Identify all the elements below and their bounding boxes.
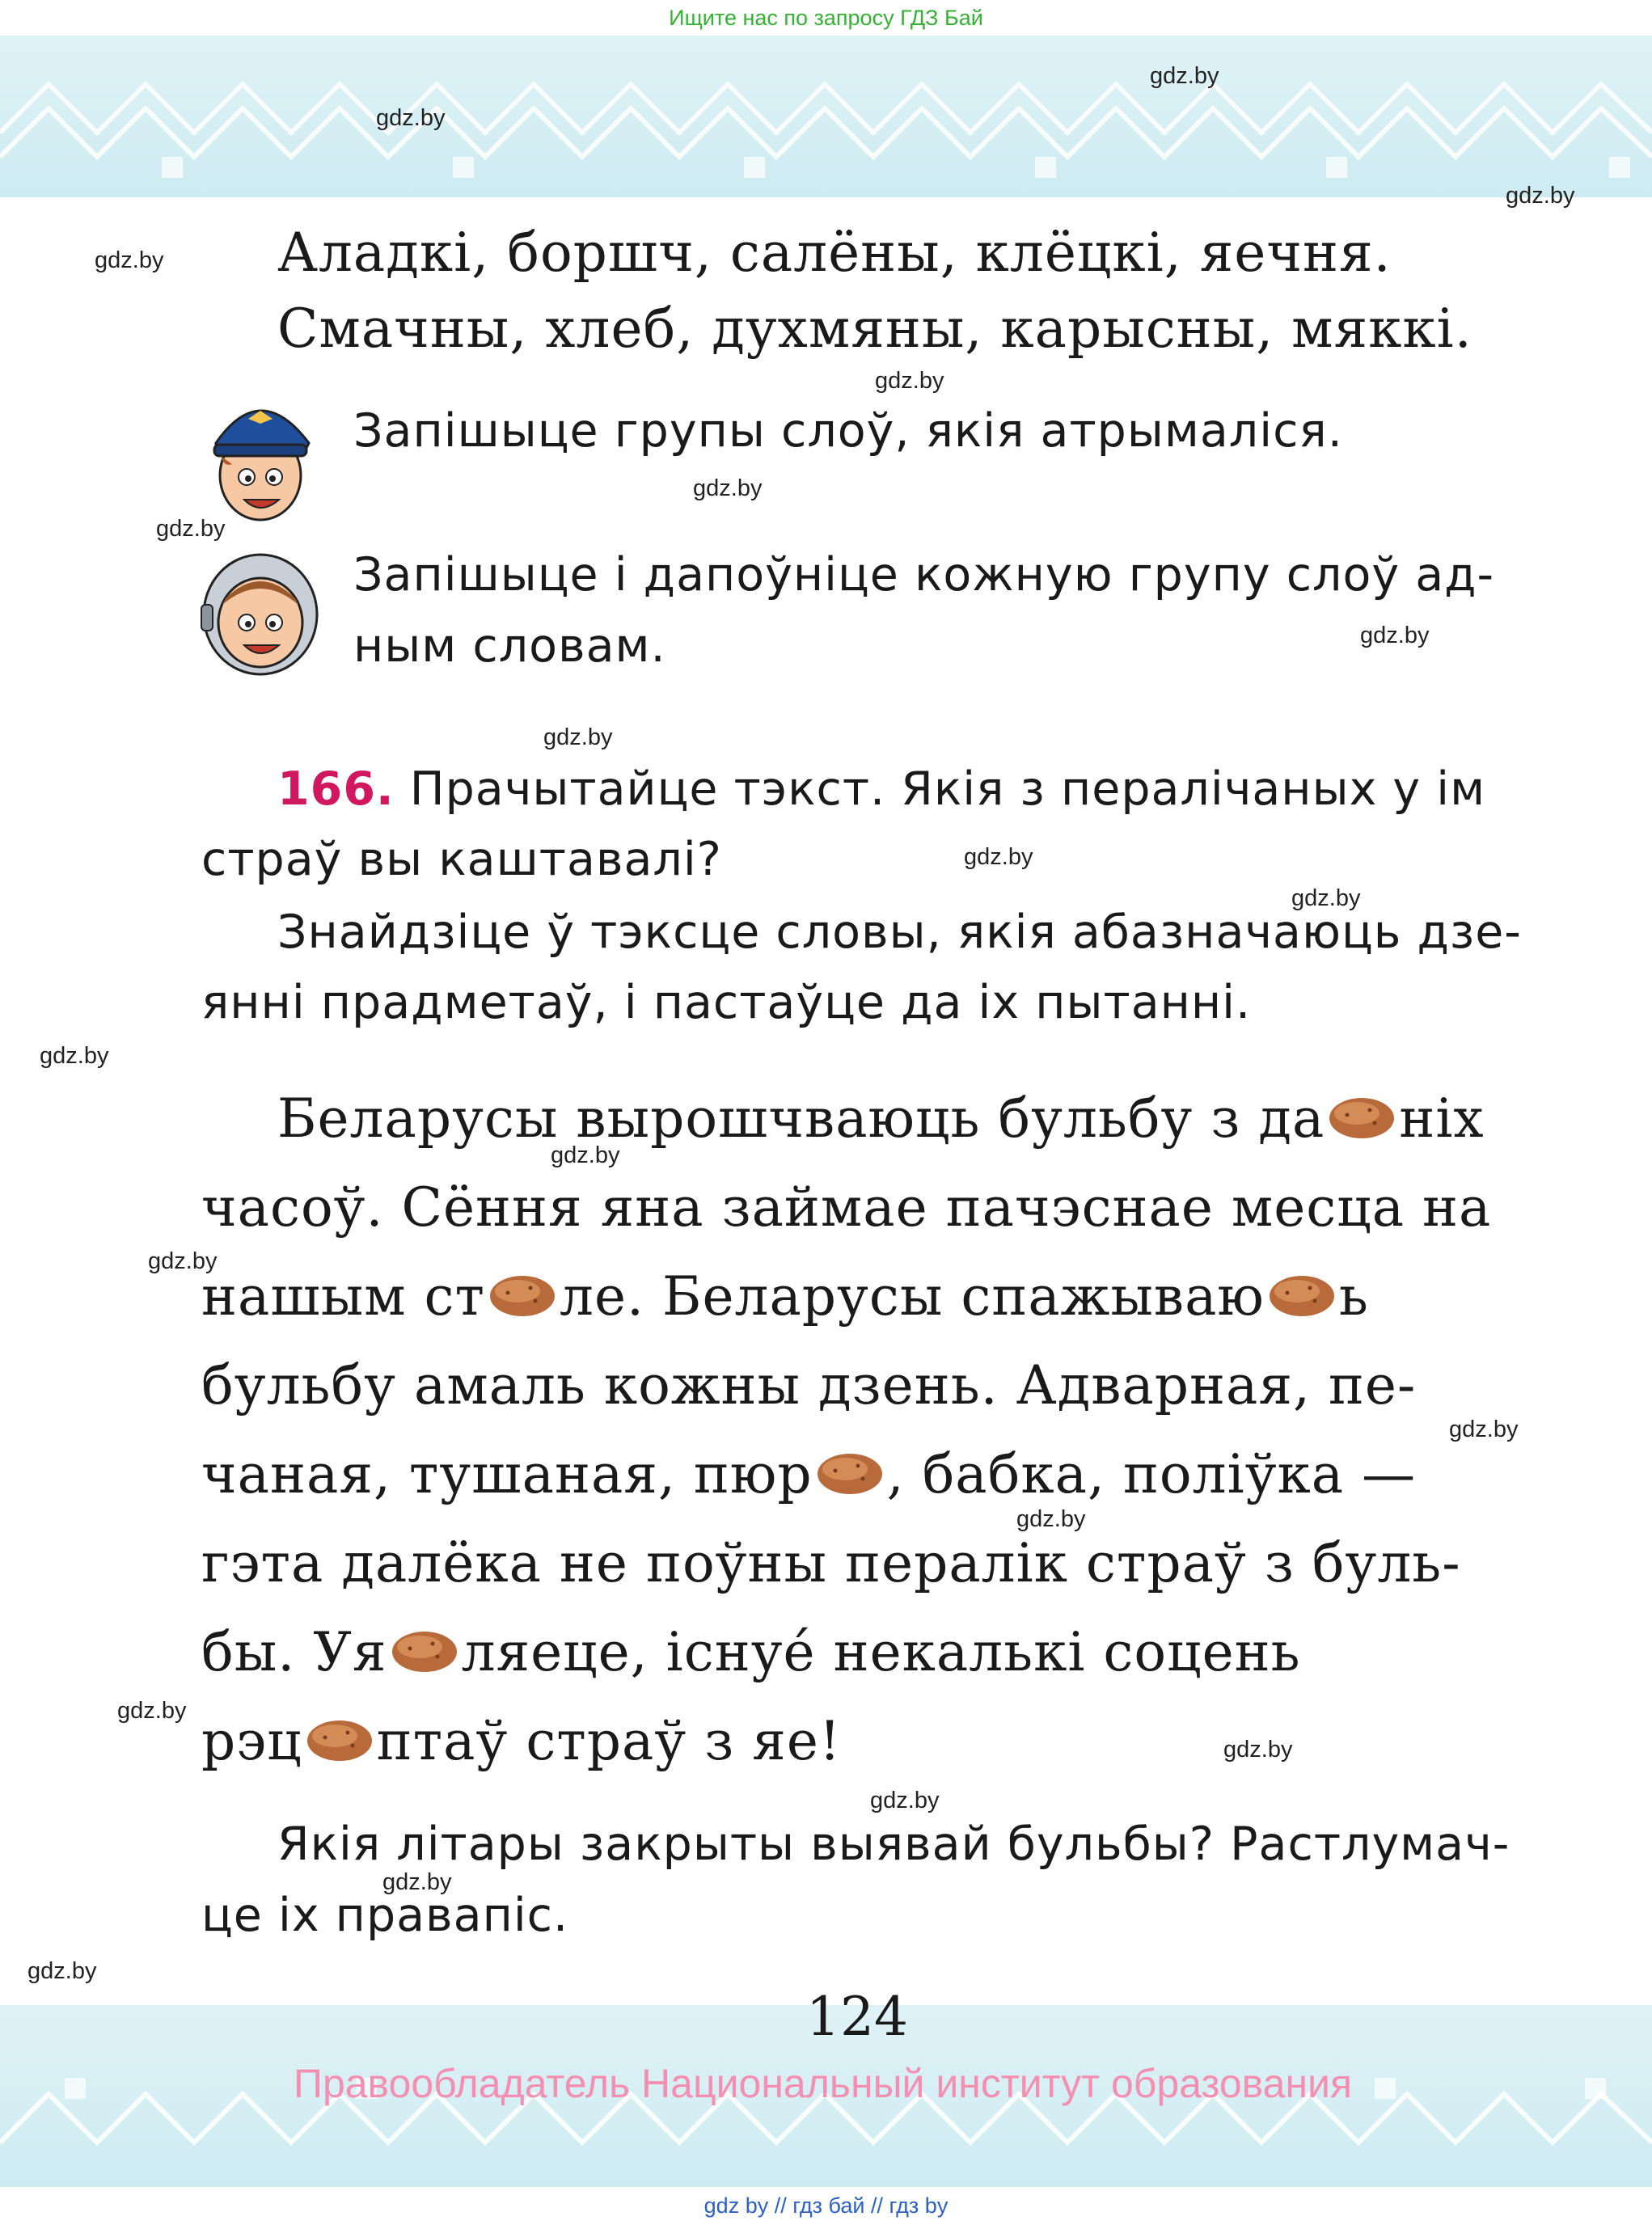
text-line-3 bbox=[201, 1265, 1369, 1328]
text-fragment: ь bbox=[1338, 1265, 1369, 1328]
exercise-number: 166. bbox=[277, 762, 395, 816]
footer-links bbox=[0, 2187, 1652, 2225]
text-fragment: Беларусы вырошчваюць бульбу з да bbox=[277, 1087, 1325, 1150]
text-line-7 bbox=[201, 1621, 1301, 1683]
watermark: gdz.by bbox=[1449, 1416, 1519, 1442]
watermark: gdz.by bbox=[875, 368, 944, 394]
watermark: gdz.by bbox=[693, 475, 763, 501]
watermark: gdz.by bbox=[1291, 885, 1361, 911]
copyright-notice: Правообладатель Национальный институт образования bbox=[294, 2061, 1353, 2106]
footer-separator: // bbox=[774, 2193, 787, 2218]
potato-icon bbox=[816, 1451, 884, 1497]
text-fragment: бы. Уя bbox=[201, 1621, 387, 1683]
watermark: gdz.by bbox=[543, 724, 613, 750]
task-astronaut-line-1: Запішыце і дапоўніце кожную групу слоў ад- bbox=[353, 548, 1495, 602]
text-fragment: ле. Беларусы спажываю bbox=[560, 1265, 1265, 1328]
text-fragment: нашым ст bbox=[201, 1265, 486, 1328]
text-fragment: ляеце, існуе́ некалькі соцень bbox=[461, 1621, 1301, 1683]
exercise-line-1: Прачытайце тэкст. Якія з пералічаных у ім bbox=[409, 762, 1486, 816]
watermark: gdz.by bbox=[27, 1958, 97, 1984]
potato-icon bbox=[306, 1718, 374, 1763]
text-line-5 bbox=[201, 1443, 1416, 1505]
footer-link[interactable]: gdz by bbox=[703, 2193, 769, 2218]
potato-icon bbox=[1328, 1096, 1396, 1141]
watermark: gdz.by bbox=[964, 844, 1033, 870]
footer-link[interactable]: гдз бай bbox=[792, 2193, 865, 2218]
words-line-2: Смачны, хлеб, духмяны, карысны, мяккі. bbox=[277, 298, 1472, 360]
pilot-boy-icon bbox=[200, 386, 321, 528]
footer-separator: // bbox=[871, 2193, 884, 2218]
task-pilot: Запішыце групы слоў, якія атрымаліся. bbox=[353, 404, 1343, 458]
exercise-task-line-2: янні прадметаў, і пастаўце да іх пытанні. bbox=[201, 976, 1252, 1029]
watermark: gdz.by bbox=[117, 1698, 187, 1724]
watermark: gdz.by bbox=[1150, 63, 1219, 89]
text-line-6: гэта далёка не поўны пералік страў з буль- bbox=[201, 1532, 1461, 1594]
question-line-1: Якія літары закрыты выявай бульбы? Растлумач- bbox=[277, 1818, 1510, 1871]
watermark: gdz.by bbox=[376, 105, 446, 131]
text-line-4: бульбу амаль кожны дзень. Адварная, пе- bbox=[201, 1354, 1417, 1416]
astronaut-boy-icon bbox=[200, 548, 321, 682]
watermark: gdz.by bbox=[1223, 1737, 1293, 1763]
text-fragment: , бабка, поліўка — bbox=[886, 1443, 1417, 1505]
watermark: gdz.by bbox=[95, 247, 164, 273]
watermark: gdz.by bbox=[40, 1043, 109, 1069]
text-fragment: птаў страў з яе! bbox=[376, 1710, 842, 1772]
text-fragment: чаная, тушаная, пюр bbox=[201, 1443, 813, 1505]
potato-icon bbox=[1268, 1273, 1336, 1319]
exercise-heading bbox=[277, 762, 1485, 816]
question-line-2: це іх правапіс. bbox=[201, 1889, 569, 1942]
potato-icon bbox=[391, 1629, 458, 1674]
text-fragment: рэц bbox=[201, 1710, 302, 1772]
words-line-1: Аладкі, боршч, салёны, клёцкі, яечня. bbox=[277, 222, 1392, 284]
text-line-8 bbox=[201, 1710, 841, 1772]
top-ornament-band bbox=[0, 36, 1652, 197]
watermark: gdz.by bbox=[148, 1248, 218, 1274]
text-fragment: ніх bbox=[1399, 1087, 1485, 1150]
exercise-line-2: страў вы каштавалі? bbox=[201, 833, 722, 886]
watermark: gdz.by bbox=[1016, 1506, 1086, 1532]
watermark: gdz.by bbox=[1506, 183, 1575, 209]
text-line-1 bbox=[277, 1087, 1485, 1150]
watermark: gdz.by bbox=[382, 1869, 452, 1895]
exercise-task-line-1: Знайдзіце ў тэксце словы, якія абазначаюць дзе- bbox=[277, 906, 1522, 959]
text-line-2: часоў. Сёння яна займае пачэснае месца на bbox=[201, 1176, 1492, 1239]
watermark: gdz.by bbox=[551, 1142, 620, 1168]
top-search-banner[interactable]: Ищите нас по запросу ГДЗ Бай bbox=[0, 0, 1652, 36]
potato-icon bbox=[488, 1273, 556, 1319]
page-number: 124 bbox=[806, 1986, 908, 2048]
watermark: gdz.by bbox=[156, 516, 226, 542]
watermark: gdz.by bbox=[1360, 623, 1430, 648]
task-astronaut-line-2: ным словам. bbox=[353, 619, 666, 673]
footer-link[interactable]: гдз by bbox=[889, 2193, 949, 2218]
watermark: gdz.by bbox=[870, 1788, 940, 1813]
